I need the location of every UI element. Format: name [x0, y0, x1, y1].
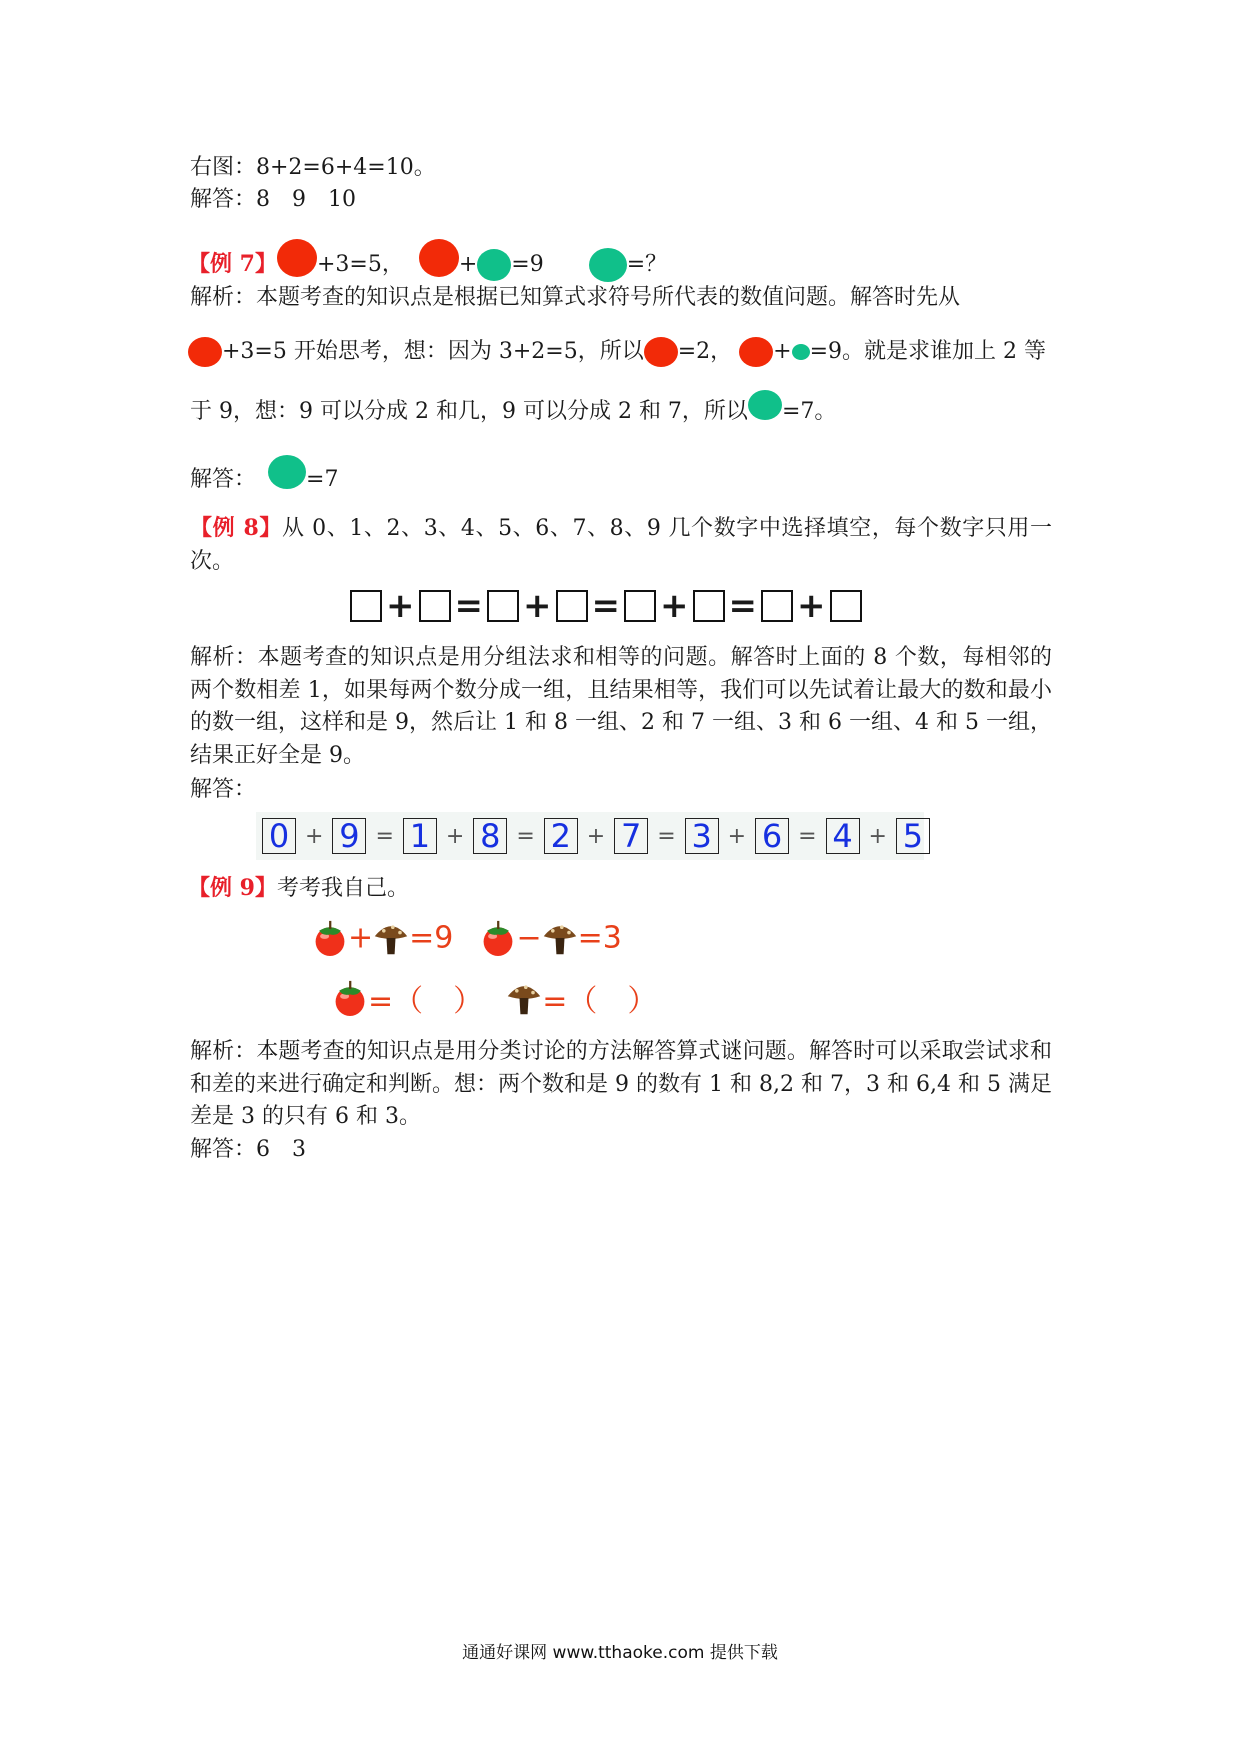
green-ball-icon [792, 344, 810, 360]
green-ball-icon [477, 249, 511, 281]
equation-text: =9 [511, 252, 544, 277]
red-ball-icon [277, 239, 317, 277]
blank-text: =（ ） [542, 984, 658, 1019]
text-line-answer: 解答：8 9 10 [190, 187, 356, 212]
answer-digit: 3 [685, 818, 719, 854]
operator: + [445, 823, 465, 849]
example-8-analysis: 解析：本题考查的知识点是用分组法求和相等的问题。解答时上面的 8 个数，每相邻的两个数相差 1，如果每两个数分成一组，且结果相等，我们可以先试着让最大的数和最小的数一组，这样和是 9，然后让 1 和 8 一组、2 和 7 一组、3 和 6 一组、4 和 5 一组，结果正好全是 9。 [190, 645, 1052, 768]
red-ball-icon [739, 337, 773, 367]
green-ball-icon [748, 390, 782, 420]
apple-icon [332, 978, 368, 1018]
operator: + [348, 920, 374, 956]
red-ball-icon [419, 239, 459, 277]
analysis-text: =2， [677, 339, 733, 364]
operator: + [868, 823, 887, 849]
apple-icon [312, 918, 348, 958]
empty-box [693, 590, 725, 622]
question-text: 从 0、1、2、3、4、5、6、7、8、9 几个数字中选择填空，每个数字只用一次。 [190, 516, 1052, 574]
green-ball-icon [268, 455, 306, 489]
example-7-answer [190, 460, 338, 500]
equation-text: =3 [577, 920, 622, 956]
answer-digit: 5 [896, 818, 930, 854]
operator: = [375, 823, 394, 849]
operator: = [798, 823, 817, 849]
example-7-analysis-line-1: 解析：本题考查的知识点是根据已知算式求符号所代表的数值问题。解答时先从 [190, 285, 961, 310]
operator: + [797, 586, 826, 626]
example-8-label: 【例 8】 [190, 515, 282, 541]
answer-digit: 9 [332, 818, 366, 854]
equation-text: +3=5， [316, 252, 404, 277]
footer-text: 通通好课网 www.tthaoke.com 提供下载 [462, 1643, 778, 1663]
operator: + [523, 586, 552, 626]
example-8-box-equation [350, 586, 862, 630]
mushroom-icon [506, 978, 542, 1018]
example-9-equation-row-2 [332, 976, 657, 1022]
answer-digit: 6 [755, 818, 789, 854]
example-8-answer-label: 解答： [190, 777, 257, 802]
operator: + [305, 823, 324, 849]
analysis-text: +3=5 开始思考，想：因为 3+2=5，所以 [222, 339, 644, 364]
empty-box [350, 590, 382, 622]
plus-text: + [458, 252, 478, 277]
example-8-answer-strip [256, 812, 924, 860]
example-9-answer: 解答：6 3 [190, 1137, 306, 1162]
answer-digit: 1 [403, 818, 437, 854]
answer-text: =7 [306, 467, 339, 492]
mushroom-icon [542, 918, 578, 958]
operator: + [386, 586, 415, 626]
operator: = [591, 586, 620, 626]
red-ball-icon [644, 337, 678, 367]
answer-digit: 4 [826, 818, 860, 854]
analysis-text: =9。就是求谁加上 2 等 [809, 339, 1047, 364]
equation-text: =9 [409, 920, 454, 956]
operator: = [728, 586, 757, 626]
empty-box [487, 590, 519, 622]
question-text: 考考我自己。 [276, 876, 409, 901]
blank-text: =（ ） [368, 984, 484, 1019]
example-8-question [190, 512, 1052, 578]
example-9-equation-row-1 [312, 918, 622, 964]
operator: + [727, 823, 747, 849]
empty-box [830, 590, 862, 622]
example-9-question [188, 872, 409, 905]
empty-box [556, 590, 588, 622]
example-9-analysis: 解析：本题考查的知识点是用分类讨论的方法解答算式谜问题。解答时可以采取尝试求和和差的来进行确定和判断。想：两个数和是 9 的数有 1 和 8,2 和 7，3 和 6,4 和 5 满足差是 3 的只有 6 和 3。 [190, 1039, 1052, 1129]
answer-digit: 0 [262, 818, 296, 854]
answer-digit: 2 [544, 818, 578, 854]
operator: = [657, 823, 676, 849]
mushroom-icon [373, 918, 409, 958]
operator: − [516, 920, 542, 956]
empty-box [419, 590, 451, 622]
empty-box [624, 590, 656, 622]
answer-digit: 8 [473, 818, 507, 854]
operator: + [660, 586, 689, 626]
example-7-analysis-line-2 [188, 332, 1046, 372]
text-line-right-figure: 右图：8+2=6+4=10。 [190, 155, 436, 180]
empty-box [761, 590, 793, 622]
operator: + [586, 823, 606, 849]
analysis-text: 于 9，想：9 可以分成 2 和几，9 可以分成 2 和 7，所以 [190, 399, 748, 424]
analysis-text: + [773, 339, 792, 364]
answer-label: 解答： [190, 467, 257, 492]
operator: = [516, 823, 535, 849]
analysis-text: =7。 [781, 399, 837, 424]
red-ball-icon [188, 337, 222, 367]
green-ball-icon [589, 248, 627, 282]
equation-text: =？ [626, 252, 668, 277]
operator: = [454, 586, 483, 626]
apple-icon [480, 918, 516, 958]
example-7-label: 【例 7】 [188, 251, 277, 277]
example-9-label: 【例 9】 [188, 875, 277, 901]
answer-digit: 7 [614, 818, 648, 854]
example-7-equation [188, 240, 667, 288]
example-7-analysis-line-3 [190, 392, 836, 432]
